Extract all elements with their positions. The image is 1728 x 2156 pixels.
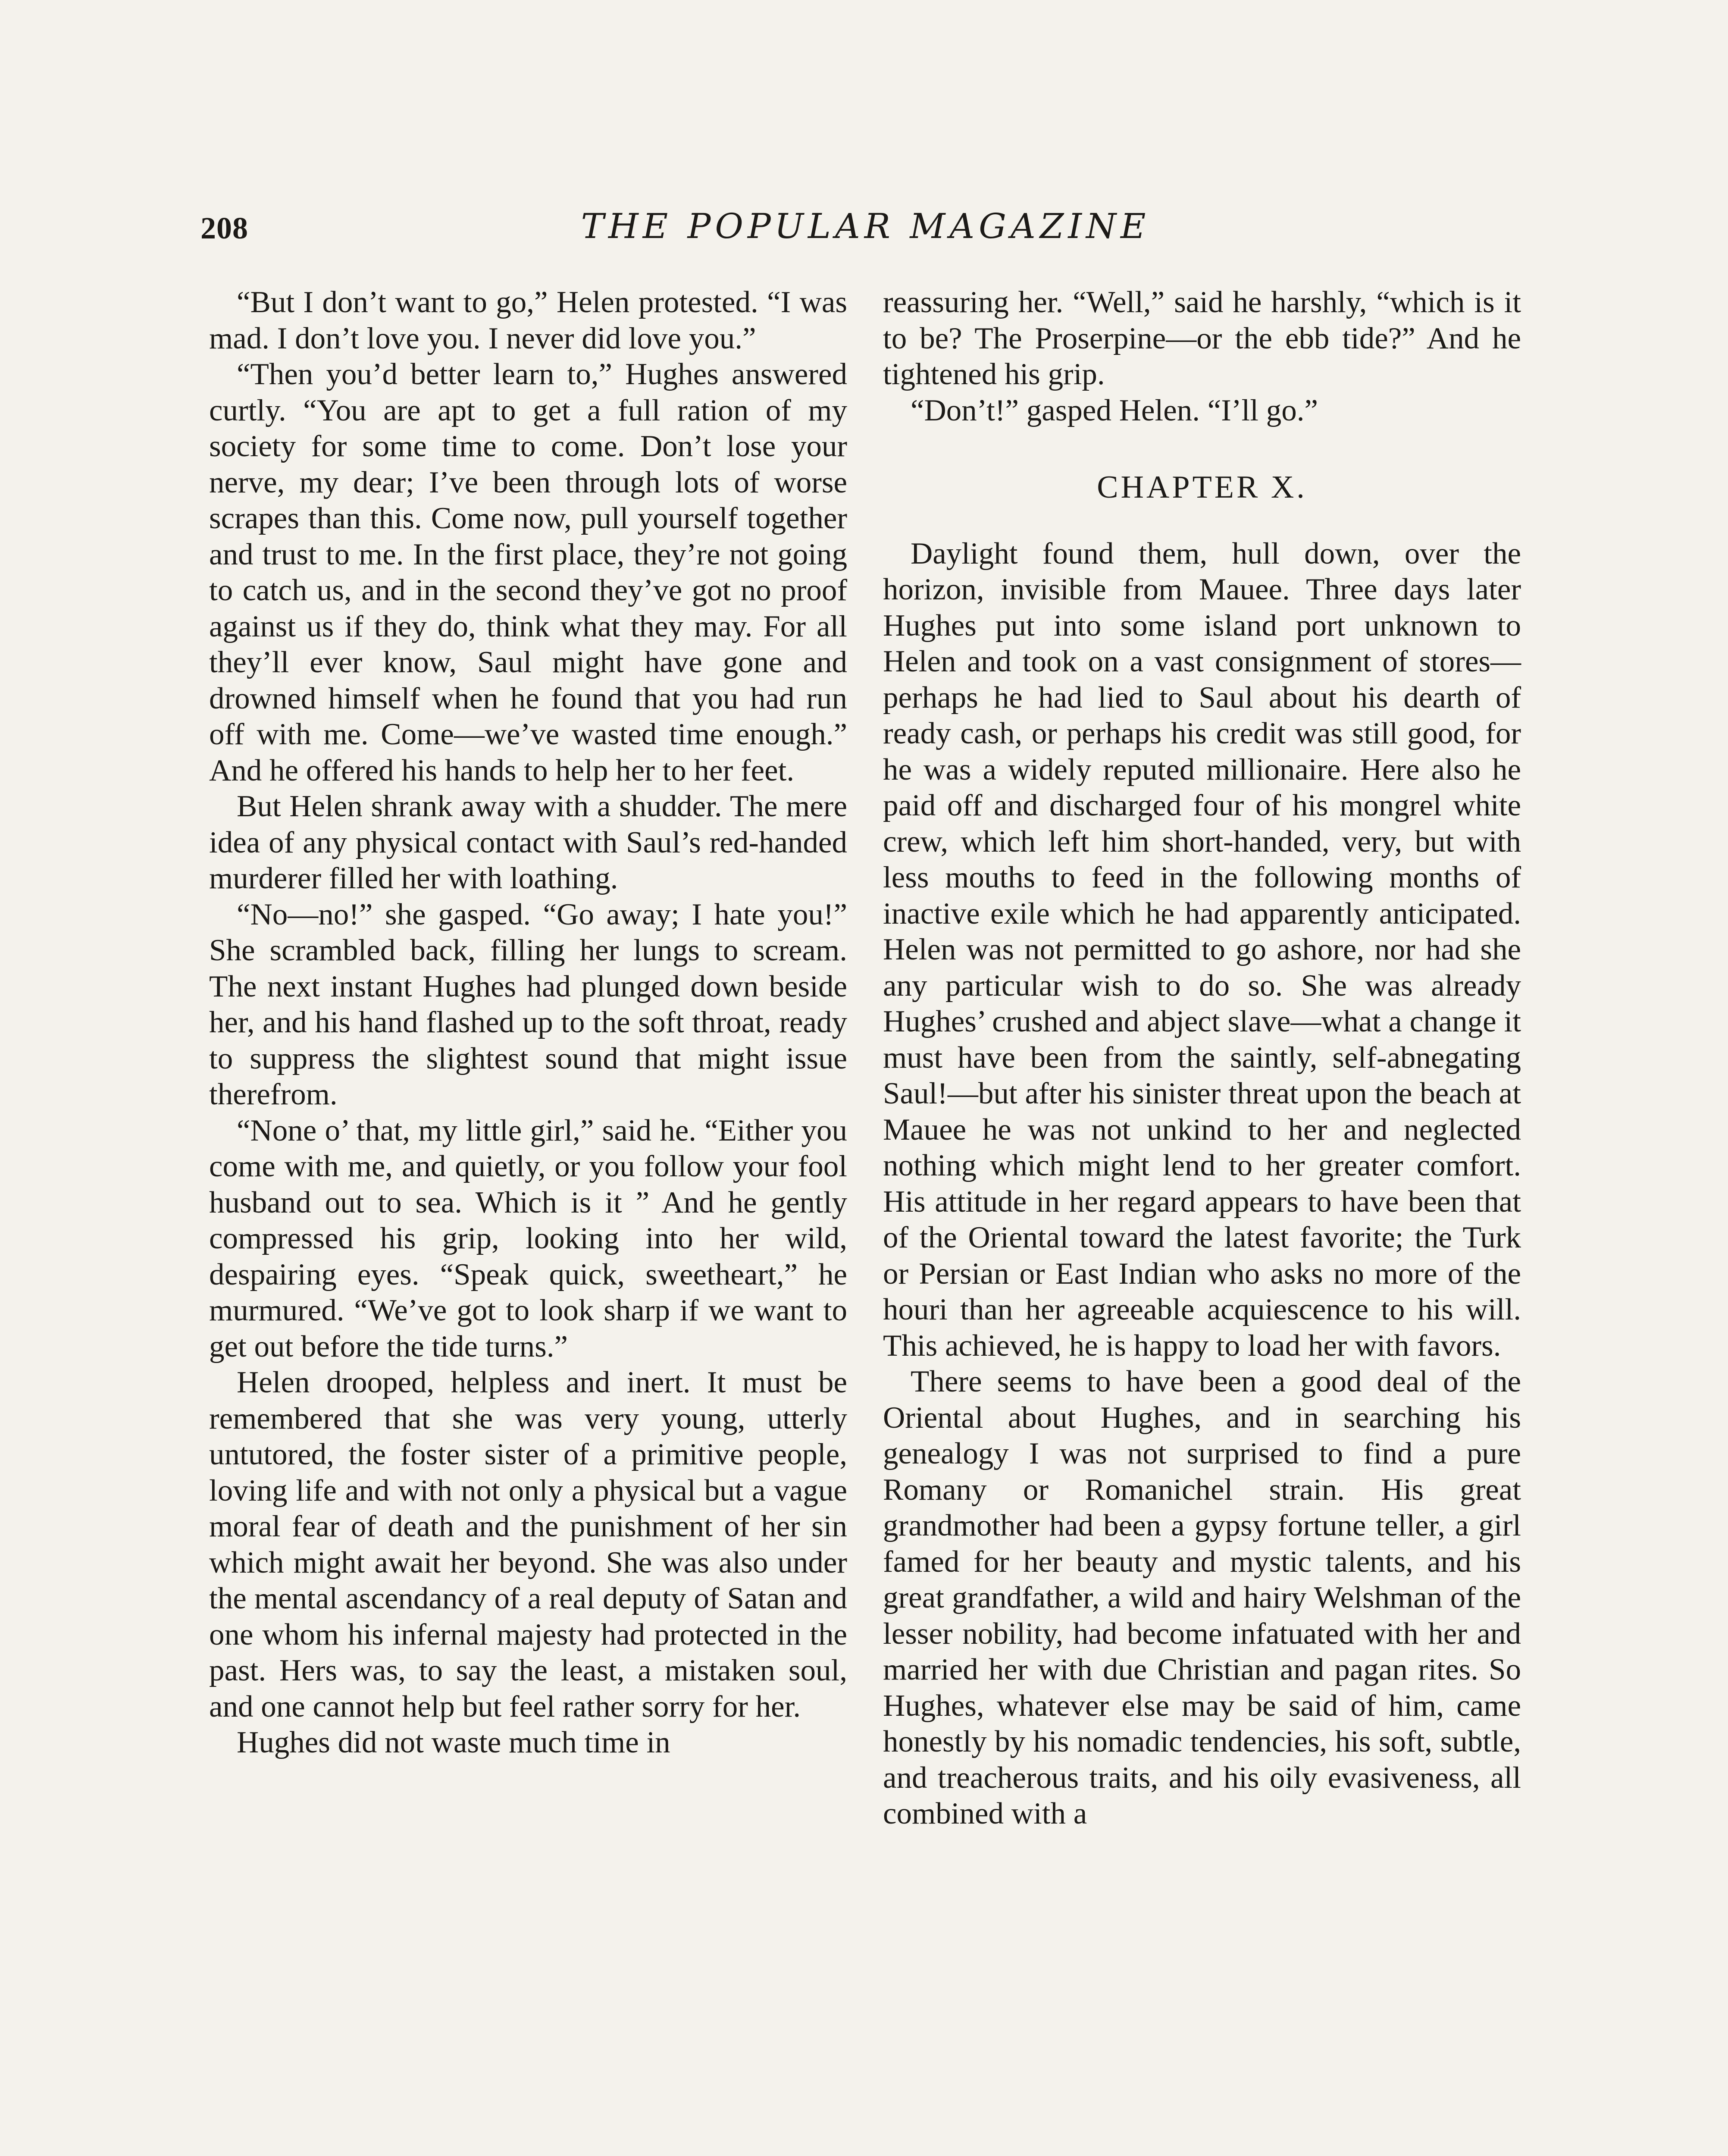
paragraph: “No—no!” she gasped. “Go away; I hate you!” She scrambled back, filling her lungs to scream. The next instant Hughes had plunged down beside her, and his hand flashed up to the soft throat, ready to suppress the slightest sound that might issue therefrom. xyxy=(209,897,847,1111)
paragraph: Daylight found them, hull down, over the horizon, invisible from Mauee. Three days later Hughes put into some island port unknown to Helen and took on a vast consignment of stores—perhaps he had lied to Saul about his dearth of ready cash, or perhaps his credit was still good, for he was a widely reputed millionaire. Here also he paid off and discharged four of his mongrel white crew, which left him short-handed, very, but with less mouths to feed in the following months of inactive exile which he had apparently anticipated. Helen was not permitted to go ashore, nor had she any particular wish to do so. She was already Hughes’ crushed and abject slave—what a change it must have been from the saintly, self-abnegating Saul!—but after his sinister threat upon the beach at Mauee he was not unkind to her and neglected nothing which might lend to her greater comfort. His attitude in her regard appears to have been that of the Oriental toward the latest favorite; the Turk or Persian or East Indian who asks no more of the houri than her agreeable acquiescence to his will. This achieved, he is happy to load her with favors. xyxy=(883,536,1521,1363)
running-head xyxy=(200,206,1531,258)
paragraph: “None o’ that, my little girl,” said he. “Either you come with me, and quietly, or you follow your fool husband out to sea. Which is it ” And he gently compressed his grip, looking into her wild, despairing eyes. “Speak quick, sweetheart,” he murmured. “We’ve got to look sharp if we want to get out before the tide turns.” xyxy=(209,1113,847,1363)
page-number: 208 xyxy=(200,211,248,245)
magazine-title: THE POPULAR MAGAZINE xyxy=(581,206,1150,246)
paragraph: Helen drooped, helpless and inert. It must be remembered that she was very young, utterly untutored, the foster sister of a primitive people, loving life and with not only a physical but a vague moral fear of death and the punishment of her sin which might await her beyond. She was also under the mental ascendancy of a real deputy of Satan and one whom his infernal majesty had protected in the past. Hers was, to say the least, a mistaken soul, and one cannot help but feel rather sorry for her. xyxy=(209,1366,847,1724)
right-column xyxy=(883,285,1521,1832)
paragraph: Hughes did not waste much time in xyxy=(237,1726,670,1759)
paragraph: There seems to have been a good deal of the Oriental about Hughes, and in searching his genealogy I was not surprised to find a pure Romany or Romanichel strain. His great grandmother had been a gypsy fortune teller, a girl famed for her beauty and mystic talents, and his great grandfather, a wild and hairy Welshman of the lesser nobility, had become infatuated with her and married her with due Christian and pagan rites. So Hughes, whatever else may be said of him, came honestly by his nomadic tendencies, his soft, subtle, and treacherous traits, and his oily evasiveness, all combined with a xyxy=(883,1365,1521,1830)
paragraph-continued: reassuring her. “Well,” said he harshly, “which is it to be? The Proserpine—or the ebb tide?” And he tightened his grip. xyxy=(883,285,1521,391)
paragraph: “Then you’d better learn to,” Hughes answered curtly. “You are apt to get a full ration of my society for some time to come. Don’t lose your nerve, my dear; I’ve been through lots of worse scrapes than this. Come now, pull yourself together and trust to me. In the first place, they’re not going to catch us, and in the second they’ve got no proof against us if they do, think what they may. For all they’ll ever know, Saul might have gone and drowned himself when he found that you had run off with me. Come—we’ve wasted time enough.” And he offered his hands to help her to her feet. xyxy=(209,357,847,787)
paragraph: “But I don’t want to go,” Helen protested. “I was mad. I don’t love you. I never did love you.” xyxy=(209,285,847,355)
left-column xyxy=(209,285,847,1761)
paragraph: But Helen shrank away with a shudder. The mere idea of any physical contact with Saul’s red-handed murderer filled her with loathing. xyxy=(209,790,847,895)
paragraph: “Don’t!” gasped Helen. “I’ll go.” xyxy=(911,393,1318,427)
chapter-heading: CHAPTER X. xyxy=(1097,470,1307,505)
